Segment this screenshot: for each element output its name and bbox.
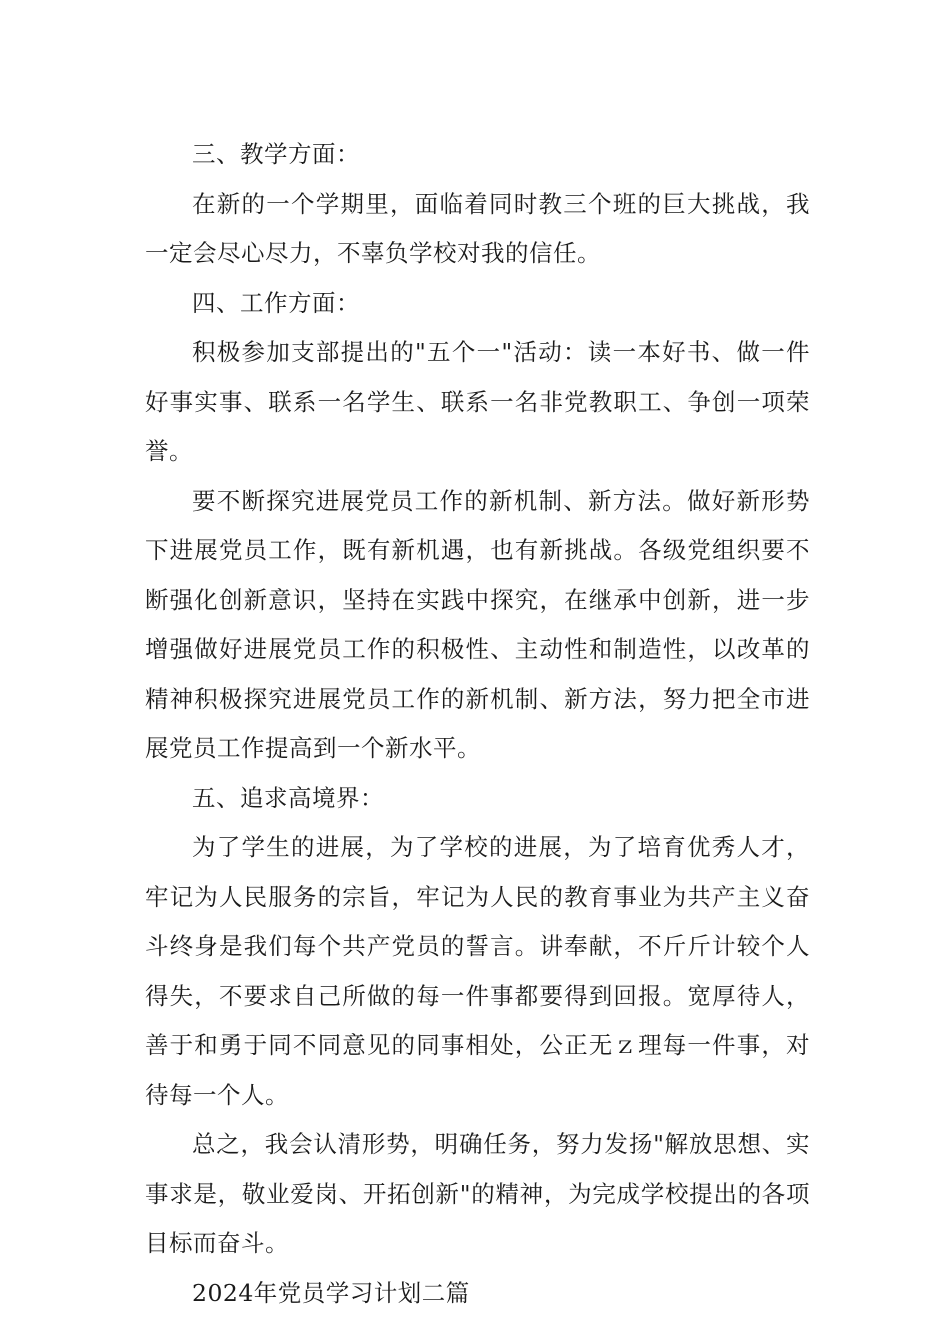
section-heading-pursuit: 五、追求高境界： [192, 783, 384, 812]
paragraph-conclusion: 总之，我会认清形势，明确任务，努力发扬"解放思想、实事求是，敬业爱岗、开拓创新"的精神，为完成学校提出的各项目标而奋斗。 [145, 1130, 810, 1257]
paragraph-five-ones: 积极参加支部提出的"五个一"活动：读一本好书、做一件好事实事、联系一名学生、联系一名非党教职工、争创一项荣誉。 [145, 338, 810, 465]
paragraph-pursuit: 为了学生的进展，为了学校的进展，为了培育优秀人才，牢记为人民服务的宗旨，牢记为人民的教育事业为共产主义奋斗终身是我们每个共产党员的誓言。讲奉献，不斤斤计较个人得失，不要求自己所做的每一件事都要得到回报。宽厚待人，善于和勇于同不同意见的同事相处，公正无ｚ理每一件事，对待每一个人。 [145, 833, 810, 1109]
paragraph-new-mechanism: 要不断探究进展党员工作的新机制、新方法。做好新形势下进展党员工作，既有新机遇，也有新挑战。各级党组织要不断强化创新意识，坚持在实践中探究，在继承中创新，进一步增强做好进展党员工作的积极性、主动性和制造性，以改革的精神积极探究进展党员工作的新机制、新方法，努力把全市进展党员工作提高到一个新水平。 [145, 486, 810, 762]
paragraph-teaching: 在新的一个学期里，面临着同时教三个班的巨大挑战，我一定会尽心尽力，不辜负学校对我的信任。 [145, 189, 810, 267]
section-heading-work: 四、工作方面： [192, 288, 360, 317]
document-body [145, 130, 810, 1318]
next-document-title: 2024年党员学习计划二篇 [192, 1278, 470, 1307]
section-heading-teaching: 三、教学方面： [192, 140, 360, 168]
